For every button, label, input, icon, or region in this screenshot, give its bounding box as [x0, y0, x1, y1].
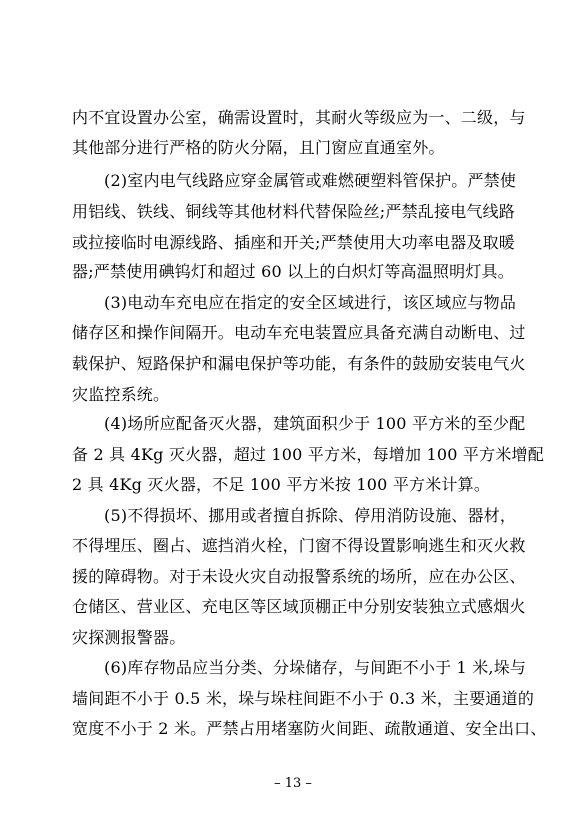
text-line: 墙间距不小于 0.5 米，垛与垛柱间距不小于 0.3 米，主要通道的 — [72, 689, 535, 708]
text-line: 2 具 4Kg 灭火器，不足 100 平方米按 100 平方米计算。 — [72, 475, 491, 494]
paragraph-4-first-line: (4)场所应配备灭火器，建筑面积少于 100 平方米的至少配 — [104, 414, 526, 433]
text-line: 内不宜设置办公室，确需设置时，其耐火等级应为一、二级，与 — [72, 108, 526, 127]
text-line: 器;严禁使用碘钨灯和超过 60 以上的白炽灯等高温照明灯具。 — [72, 262, 514, 281]
text-line: 载保护、短路保护和漏电保护等功能，有条件的鼓励安装电气火 — [72, 354, 526, 373]
text-line: 不得埋压、圈占、遮挡消火栓，门窗不得设置影响逃生和灭火救 — [72, 536, 526, 555]
paragraph-3-first-line: (3)电动车充电应在指定的安全区域进行，该区域应与物品 — [104, 293, 517, 312]
paragraph-6-first-line: (6)库存物品应当分类、分垛储存，与间距不小于 1 米,垛与 — [104, 658, 527, 677]
paragraph-5-first-line: (5)不得损坏、挪用或者擅自拆除、停用消防设施、器材， — [104, 506, 517, 525]
text-line: 援的障碍物。对于未设火灾自动报警系统的场所，应在办公区、 — [72, 567, 526, 586]
text-line: 宽度不小于 2 米。严禁占用堵塞防火间距、疏散通道、安全出口、 — [72, 719, 547, 738]
text-line: 或拉接临时电源线路、插座和开关;严禁使用大功率电器及取暖 — [72, 233, 515, 252]
text-line: 其他部分进行严格的防火分隔，且门窗应直通室外。 — [72, 138, 445, 157]
text-line: 仓储区、营业区、充电区等区域顶棚正中分别安装独立式感烟火 — [72, 597, 526, 616]
text-line: 备 2 具 4Kg 灭火器，超过 100 平方米，每增加 100 平方米增配 — [72, 445, 544, 464]
text-line: 灾监控系统。 — [72, 385, 170, 404]
paragraph-2-first-line: (2)室内电气线路应穿金属管或难燃硬塑料管保护。严禁使 — [104, 171, 517, 190]
text-line: 储存区和操作间隔开。电动车充电装置应具备充满自动断电、过 — [72, 323, 526, 342]
page-number: – 13 – — [274, 776, 312, 791]
text-line: 用铝线、铁线、铜线等其他材料代替保险丝;严禁乱接电气线路 — [72, 202, 515, 221]
text-line: 灾探测报警器。 — [72, 628, 186, 647]
